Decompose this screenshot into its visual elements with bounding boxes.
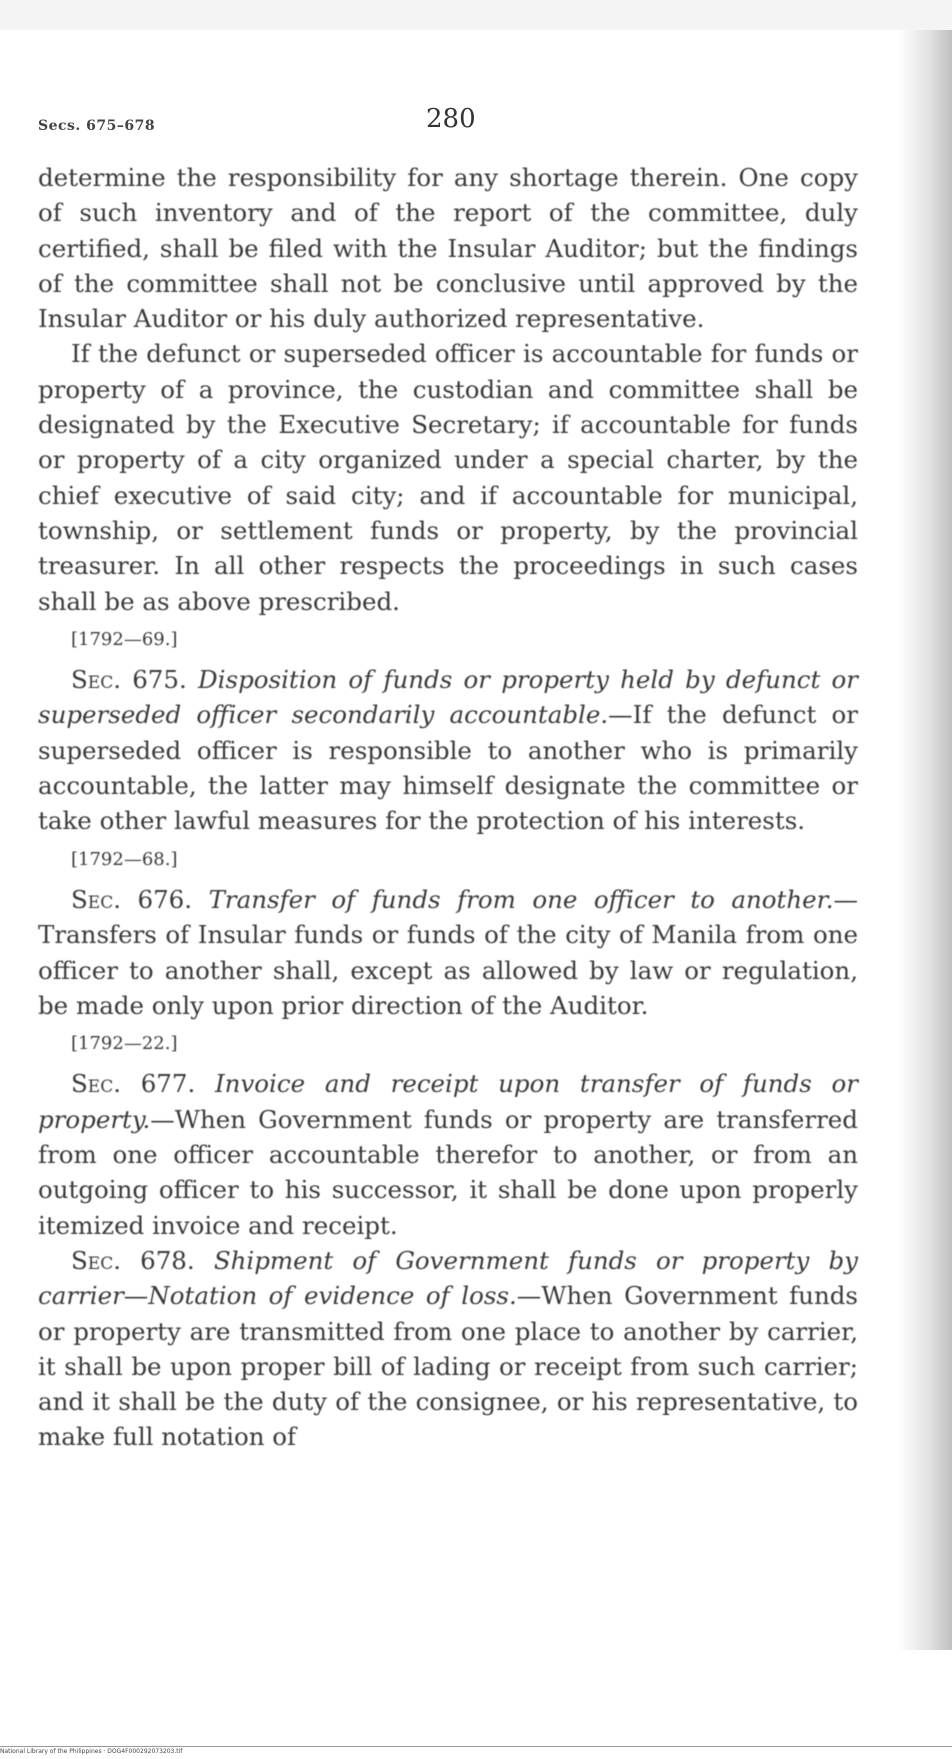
citation: [1792—22.]: [71, 1033, 178, 1055]
page-body: [38, 160, 858, 1455]
footer-divider: [0, 1746, 952, 1747]
section-text: —Transfers of Insular funds or funds of the city of Manila from one officer to another shall, except as allowed by law or regulation, be made only upon prior direction of the Auditor.: [38, 884, 858, 1020]
page-number: 280: [426, 104, 476, 134]
running-header: [38, 100, 858, 140]
scan-top-margin: [0, 0, 952, 30]
section-title: Transfer of funds from one officer to another.: [208, 884, 834, 914]
citation: [1792—69.]: [71, 628, 178, 650]
section-675: [38, 662, 858, 838]
scan-footer: National Library of the Philippines · DOG4F000292073203.tif: [0, 1748, 183, 1755]
section-label: Sec. 675.: [71, 665, 187, 695]
section-title: Shipment of Government funds or property by carrier—Notation of evidence of loss.: [38, 1245, 858, 1311]
section-677: [38, 1066, 858, 1242]
section-text: —When Government funds or property are transferred from one officer accountable therefor to another, or from an outgoing officer to his successor, it shall be done upon properly itemized invoice and receipt.: [38, 1104, 858, 1240]
paragraph-continued: determine the responsibility for any shortage therein. One copy of such inventory and of the report of the committee, duly certified, shall be filed with the Insular Auditor; but the findings of the committee shall not be conclusive until approved by the Insular Auditor or his duly authorized representative.: [38, 163, 858, 334]
section-text: —If the defunct or superseded officer is responsible to another who is primarily accountable, the latter may himself designate the committee or take other lawful measures for the protection of his interests.: [38, 700, 858, 836]
page-gutter-shadow: [898, 30, 952, 1650]
section-label: Sec. 678.: [71, 1245, 195, 1275]
paragraph-province-custodian: If the defunct or superseded officer is accountable for funds or property of a province, the custodian and committee shall be designated by the Executive Secretary; if accountable for funds or property of a city organized under a special charter, by the chief executive of said city; and if accountable for municipal, township, or settlement funds or property, by the provincial treasurer. In all other respects the proceedings in such cases shall be as above prescribed.: [38, 339, 858, 616]
section-label: Sec. 676.: [71, 884, 193, 914]
section-676: [38, 882, 858, 1023]
section-678: [38, 1243, 858, 1455]
section-label: Sec. 677.: [71, 1069, 196, 1099]
section-text: —When Government funds or property are transmitted from one place to another by carrier, it shall be upon proper bill of lading or receipt from such carrier; and it shall be the duty of the consignee, or his representative, to make full notation of: [38, 1281, 858, 1452]
section-title: Invoice and receipt upon transfer of funds or property.: [38, 1069, 858, 1134]
citation: [1792—68.]: [71, 848, 178, 870]
section-title: Disposition of funds or property held by defunct or superseded officer secondarily accountable.: [38, 665, 858, 730]
section-range: Secs. 675–678: [38, 118, 156, 134]
